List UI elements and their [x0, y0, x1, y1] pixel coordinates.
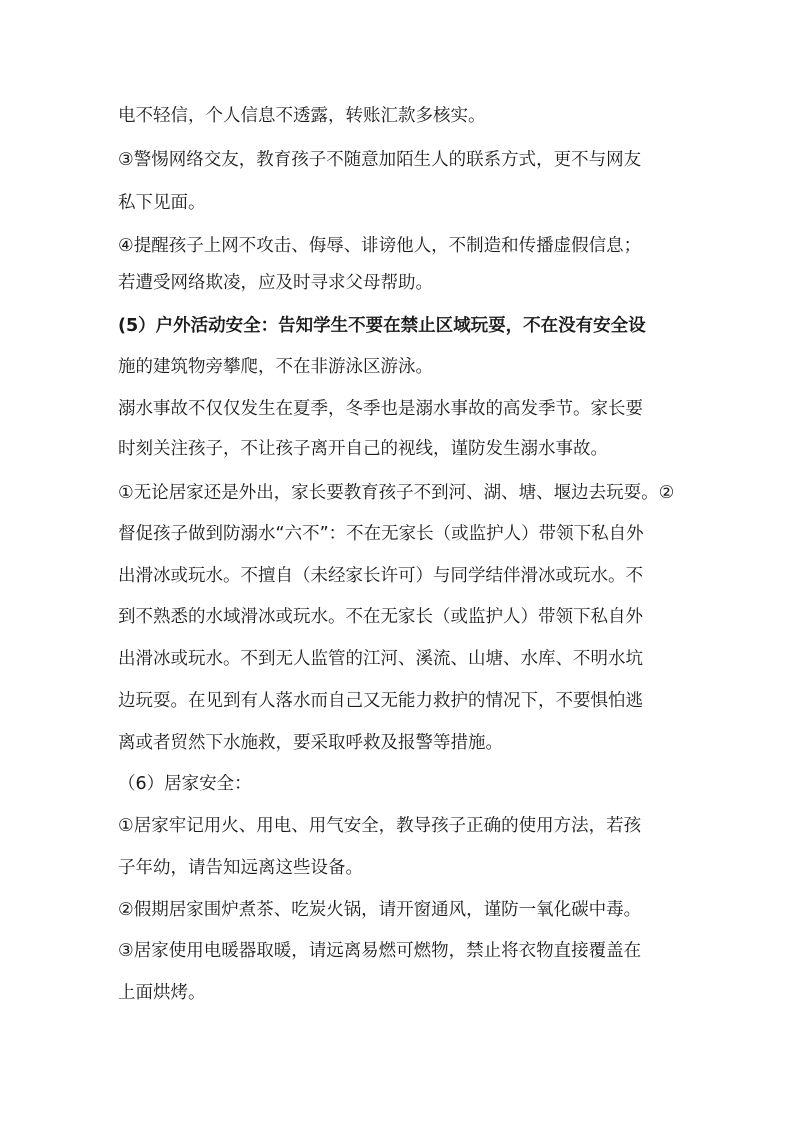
text-line: ③警惕网络交友，教育孩子不随意加陌生人的联系方式，更不与网友 [118, 150, 642, 170]
text-line: 子年幼，请告知远离这些设备。 [118, 858, 363, 878]
text-line: 电不轻信，个人信息不透露，转账汇款多核实。 [118, 106, 486, 126]
text-line: 督促孩子做到防溺水“六不”：不在无家长（或监护人）带领下私自外 [118, 524, 644, 544]
text-line: 私下见面。 [118, 193, 206, 213]
text-line: 时刻关注孩子，不让孩子离开自己的视线，谨防发生溺水事故。 [118, 439, 608, 459]
text-line: 离或者贸然下水施救，要采取呼救及报警等措施。 [118, 733, 503, 753]
text-line: ③居家使用电暖器取暖，请远离易燃可燃物，禁止将衣物直接覆盖在 [118, 941, 642, 961]
text-line: ②假期居家围炉煮茶、吃炭火锅，请开窗通风，谨防一氧化碳中毒。 [118, 900, 642, 920]
text-line: 出滑冰或玩水。不到无人监管的江河、溪流、山塘、水库、不明水坑 [118, 649, 643, 669]
text-line: 溺水事故不仅仅发生在夏季，冬季也是溺水事故的高发季节。家长要 [118, 399, 643, 419]
text-line: 边玩耍。在见到有人落水而自己又无能力救护的情况下，不要惧怕逃 [118, 691, 643, 711]
text-line: ①居家牢记用火、用电、用气安全，教导孩子正确的使用方法，若孩 [118, 816, 642, 836]
section-heading-home: （6）居家安全： [118, 774, 252, 794]
text-line: 上面烘烤。 [118, 983, 206, 1003]
text-line: ④提醒孩子上网不攻击、侮辱、诽谤他人，不制造和传播虚假信息； [118, 236, 642, 256]
text-line: 到不熟悉的水域滑冰或玩水。不在无家长（或监护人）带领下私自外 [118, 607, 643, 627]
section-heading-outdoor: (5）户外活动安全：告知学生不要在禁止区域玩耍，不在没有安全设 [118, 316, 646, 336]
text-line: ①无论居家还是外出，家长要教育孩子不到河、湖、塘、堰边去玩耍。② [118, 483, 675, 503]
text-line: 施的建筑物旁攀爬，不在非游泳区游泳。 [118, 357, 433, 377]
text-line: 若遭受网络欺凌，应及时寻求父母帮助。 [118, 273, 433, 293]
text-line: 出滑冰或玩水。不擅自（未经家长许可）与同学结伴滑冰或玩水。不 [118, 566, 643, 586]
